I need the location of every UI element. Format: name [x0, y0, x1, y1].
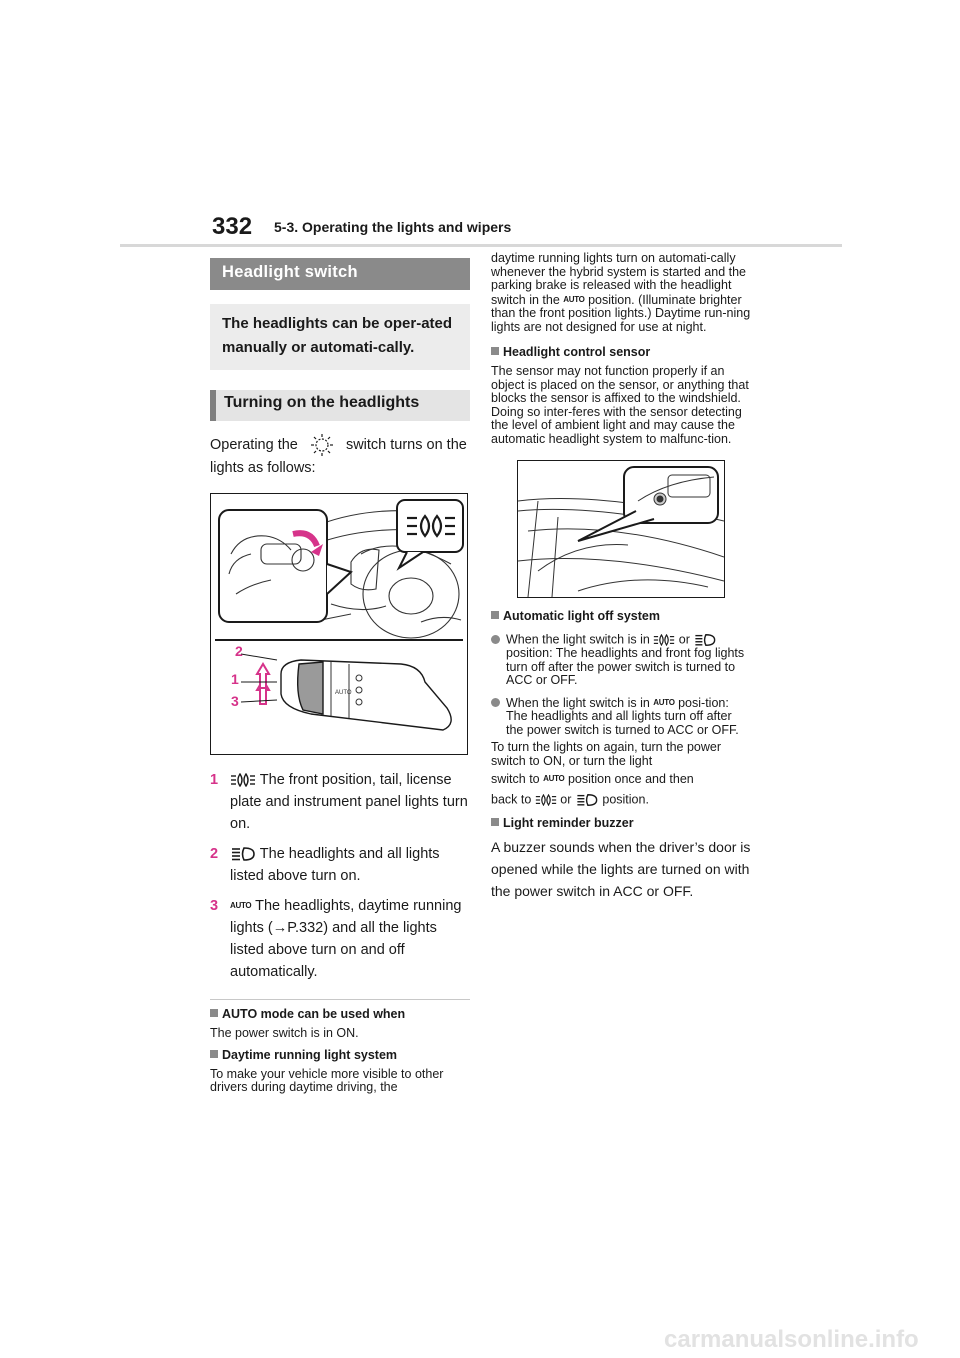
headlight-icon	[230, 846, 256, 862]
note-title-buzzer: Light reminder buzzer	[491, 815, 751, 832]
headlight-icon	[575, 793, 599, 807]
left-column	[210, 258, 470, 1095]
page-header	[0, 0, 960, 250]
note-body-buzzer: A buzzer sounds when the driver’s door is opened while the lights are turned on with the power switch in ACC or OFF.	[491, 838, 751, 899]
position-light-icon	[535, 794, 557, 806]
note-body-drl: To make your vehicle more visible to other drivers during daytime driving, the	[210, 1066, 444, 1094]
figure-label-3: 3	[231, 693, 239, 709]
headlight-icon	[693, 633, 717, 647]
watermark: carmanualsonline.info	[664, 1326, 919, 1353]
auto-icon: AUTO	[543, 774, 565, 783]
step-item: 2 The headlights and all lights listed above turn on.	[210, 843, 470, 887]
note-title-sensor: Headlight control sensor	[491, 344, 751, 361]
note-body-auto-mode: The power switch is in ON.	[210, 1026, 359, 1040]
sensor-illustration	[518, 461, 724, 597]
note-body-sensor: The sensor may not function properly if an object is placed on the sensor, or anything that blocks the sensor is affixed to the windshield. Doing so inter-feres with the sensor detecting the level of ambient light and may cause the automatic headlight system to malfunc-tion.	[491, 364, 749, 446]
position-light-icon	[653, 634, 675, 646]
bullet-item: When the light switch is in or position: The headlights and front fog lights turn off after the power switch is turned to ACC or OFF.	[491, 633, 751, 688]
figure-label-1: 1	[231, 671, 239, 687]
auto-icon: AUTO	[230, 901, 252, 910]
section-title: 5-3. Operating the lights and wipers	[274, 219, 512, 235]
step-item: 1 The front position, tail, license plate and instrument panel lights turn on.	[210, 769, 470, 835]
drl-continued-text: daytime running lights turn on automati-cally whenever the hybrid system is started and the parking brake is released with the headlight switch in the AUTO position. (Illuminate brighter than the front position lights.) Daytime run-ning lights are not designed for use at night.	[491, 251, 751, 334]
position-light-icon	[230, 773, 256, 787]
bullet-item: When the light switch is in AUTO posi-tion: The headlights and all lights turn off after the power switch is turned to ACC or OFF.	[491, 696, 751, 738]
right-column	[491, 248, 751, 902]
light-switch-icon	[302, 433, 342, 457]
turning-on-heading: Turning on the headlights	[210, 390, 470, 421]
step-number: 1	[210, 772, 219, 788]
auto-icon: AUTO	[653, 697, 675, 707]
step-item: 3 AUTO The headlights, daytime running lights (→P.332) and all the lights listed above turn on and off automatically.	[210, 895, 470, 983]
auto-icon: AUTO	[563, 294, 585, 304]
step-list	[210, 769, 470, 983]
note-title-auto-off: Automatic light off system	[491, 608, 751, 625]
note-title-auto-mode: AUTO mode can be used when	[210, 1006, 470, 1023]
divider	[210, 999, 470, 1000]
header-rule	[120, 244, 842, 247]
note-title-drl: Daytime running light system	[210, 1047, 470, 1064]
stalk-auto-label: AUTO	[335, 690, 352, 696]
headlight-switch-heading: Headlight switch	[210, 258, 470, 290]
intro-box: The headlights can be oper-ated manually or automati-cally.	[210, 304, 470, 370]
sensor-figure	[517, 460, 725, 598]
step-number: 2	[210, 846, 219, 862]
page-number: 332	[212, 213, 253, 240]
step-number: 3	[210, 898, 219, 914]
headlight-switch-illustration	[211, 494, 467, 754]
turn-on-again-text: To turn the lights on again, turn the power switch to ON, or turn the light switch to AUTO position once and then back to or position.	[491, 740, 722, 806]
headlight-switch-figure	[210, 493, 468, 755]
operating-text: Operating the switch turns on the lights as follows:	[210, 433, 470, 479]
figure-label-2: 2	[235, 643, 243, 659]
